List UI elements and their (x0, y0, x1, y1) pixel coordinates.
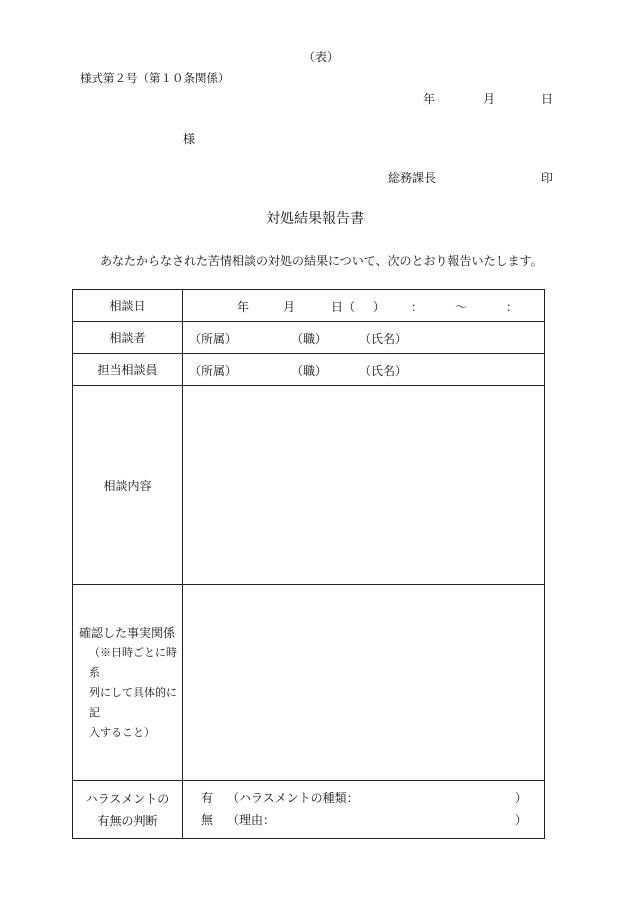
content-field[interactable] (183, 386, 545, 585)
date-year-label: 年 (423, 92, 436, 106)
consult-date-label: 相談日 (73, 290, 183, 322)
facts-field[interactable] (183, 585, 545, 781)
date-month-label: 月 (483, 92, 496, 106)
document-title: 対処結果報告書 (266, 211, 364, 227)
row-harassment (73, 781, 545, 839)
counselor-label: 担当相談員 (73, 354, 183, 386)
facts-label: 確認した事実関係 (79, 625, 176, 640)
facts-label-cell (73, 585, 183, 781)
form-number: 様式第２号（第１０条関係） (80, 71, 230, 85)
consult-month: 月 (283, 300, 296, 314)
date-day-label: 日 (541, 92, 554, 106)
harassment-no-detail: （理由： (227, 813, 276, 827)
consult-paren-close: ） (373, 300, 386, 314)
consult-year: 年 (237, 300, 250, 314)
counselor-position: （職） (291, 364, 328, 378)
harassment-no: 無 (201, 813, 214, 827)
content-label: 相談内容 (73, 386, 183, 585)
consult-colon-start: ： (411, 300, 424, 314)
facts-note-3: 入すること） (89, 725, 155, 739)
consultant-label: 相談者 (73, 322, 183, 354)
consult-day: 日（ (331, 300, 356, 314)
facts-note-2: 列にして具体的に記 (89, 685, 177, 719)
consultant-name: （氏名） (359, 332, 408, 346)
form-side-label: （表） (303, 50, 340, 64)
row-consult-date (73, 290, 545, 322)
sender-title: 総務課長 (388, 171, 437, 185)
facts-note-1: （※日時ごとに時系 (89, 645, 177, 679)
counselor-name: （氏名） (359, 364, 408, 378)
row-facts (73, 585, 545, 781)
harassment-yes-detail: （ハラスメントの種類： (227, 791, 359, 805)
consultant-field[interactable] (183, 322, 545, 354)
harassment-no-close: ） (515, 813, 528, 827)
row-consultant (73, 322, 545, 354)
report-table (72, 289, 545, 839)
consult-date-field[interactable] (183, 290, 545, 322)
consult-tilde: ～ (455, 300, 468, 314)
row-content (73, 386, 545, 585)
harassment-label-cell (73, 781, 183, 839)
counselor-field[interactable] (183, 354, 545, 386)
consult-colon-end: ： (506, 300, 519, 314)
consultant-position: （職） (291, 332, 328, 346)
intro-text: あなたからなされた苦情相談の対処の結果について、次のとおり報告いたします。 (100, 254, 543, 268)
consultant-affiliation: （所属） (189, 332, 238, 346)
harassment-yes-close: ） (515, 791, 528, 805)
row-counselor (73, 354, 545, 386)
harassment-field[interactable] (183, 781, 545, 839)
addressee-suffix: 様 (183, 132, 196, 146)
harassment-label-2: 有無の判断 (97, 813, 158, 828)
counselor-affiliation: （所属） (189, 364, 238, 378)
harassment-label-1: ハラスメントの (85, 791, 170, 806)
seal-mark: 印 (541, 171, 554, 185)
harassment-yes: 有 (201, 791, 214, 805)
